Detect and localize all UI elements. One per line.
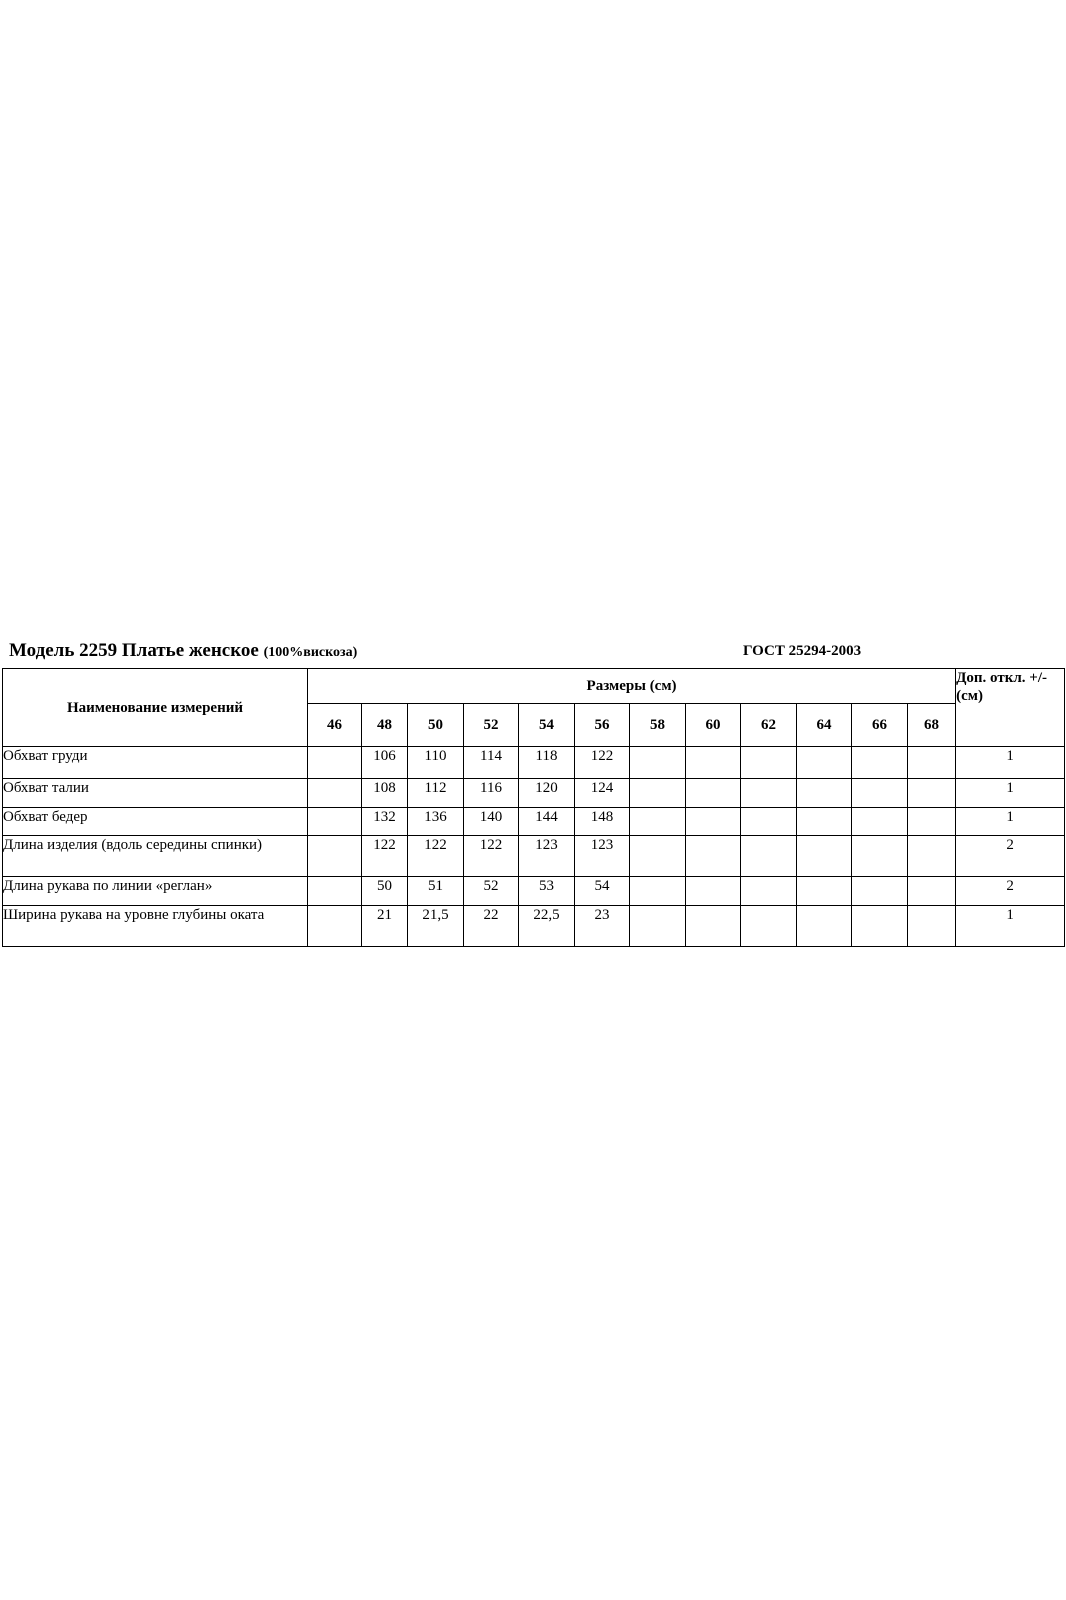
table-row (3, 808, 1065, 836)
table-row (3, 877, 1065, 906)
table-cell (686, 877, 741, 906)
table-cell: 23 (575, 906, 630, 947)
table-cell (308, 836, 362, 877)
tolerance-cell: 2 (956, 877, 1065, 906)
measurement-label: Ширина рукава на уровне глубины оката (3, 906, 308, 947)
table-cell (852, 836, 908, 877)
table-cell (630, 808, 686, 836)
table-cell: 132 (362, 808, 408, 836)
table-cell: 114 (464, 747, 519, 779)
table-cell: 122 (575, 747, 630, 779)
measurement-name-header: Наименование измерений (3, 669, 308, 747)
table-cell (852, 779, 908, 808)
table-cell: 54 (575, 877, 630, 906)
table-cell (741, 877, 797, 906)
table-cell (908, 877, 956, 906)
size-50: 50 (408, 704, 464, 747)
table-row (3, 836, 1065, 877)
tolerance-cell: 1 (956, 779, 1065, 808)
table-cell: 22,5 (519, 906, 575, 947)
size-48: 48 (362, 704, 408, 747)
table-cell (630, 906, 686, 947)
table-cell: 21,5 (408, 906, 464, 947)
size-66: 66 (852, 704, 908, 747)
table-cell: 22 (464, 906, 519, 947)
measurement-label: Обхват груди (3, 747, 308, 779)
table-cell: 112 (408, 779, 464, 808)
table-cell (308, 747, 362, 779)
size-46: 46 (308, 704, 362, 747)
gost-standard: ГОСТ 25294-2003 (743, 643, 862, 659)
table-cell (797, 747, 852, 779)
size-58: 58 (630, 704, 686, 747)
table-cell: 123 (575, 836, 630, 877)
table-cell (741, 747, 797, 779)
table-row (3, 779, 1065, 808)
table-cell (852, 906, 908, 947)
table-cell: 118 (519, 747, 575, 779)
table-cell (686, 836, 741, 877)
size-56: 56 (575, 704, 630, 747)
table-cell: 123 (519, 836, 575, 877)
table-row (3, 747, 1065, 779)
table-cell: 110 (408, 747, 464, 779)
table-cell (852, 877, 908, 906)
table-cell: 144 (519, 808, 575, 836)
table-cell: 122 (464, 836, 519, 877)
table-cell: 51 (408, 877, 464, 906)
table-cell (908, 808, 956, 836)
table-cell (741, 836, 797, 877)
table-cell (797, 877, 852, 906)
table-cell (686, 779, 741, 808)
model-title (9, 640, 357, 662)
size-54: 54 (519, 704, 575, 747)
size-chart-table (2, 668, 1065, 947)
measurement-label: Длина рукава по линии «реглан» (3, 877, 308, 906)
table-cell (741, 808, 797, 836)
tolerance-cell: 1 (956, 747, 1065, 779)
table-cell (797, 808, 852, 836)
table-cell (686, 906, 741, 947)
table-cell (852, 808, 908, 836)
table-cell (308, 877, 362, 906)
table-cell: 53 (519, 877, 575, 906)
material-note: (100%вискоза) (263, 645, 358, 660)
size-60: 60 (686, 704, 741, 747)
tolerance-cell: 1 (956, 808, 1065, 836)
table-cell: 124 (575, 779, 630, 808)
table-cell: 116 (464, 779, 519, 808)
measurement-label: Обхват бедер (3, 808, 308, 836)
model-name: Модель 2259 Платье женское (9, 640, 259, 661)
table-cell: 122 (362, 836, 408, 877)
table-cell: 148 (575, 808, 630, 836)
table-cell (308, 779, 362, 808)
table-cell (741, 779, 797, 808)
table-cell (630, 779, 686, 808)
size-62: 62 (741, 704, 797, 747)
table-cell (686, 808, 741, 836)
table-row (3, 906, 1065, 947)
tolerance-cell: 1 (956, 906, 1065, 947)
tolerance-header: Доп. откл. +/- (см) (956, 669, 1065, 747)
size-64: 64 (797, 704, 852, 747)
tolerance-cell: 2 (956, 836, 1065, 877)
table-cell (908, 779, 956, 808)
table-cell: 50 (362, 877, 408, 906)
measurement-label: Длина изделия (вдоль середины спинки) (3, 836, 308, 877)
table-cell (908, 836, 956, 877)
table-cell (630, 877, 686, 906)
table-cell (308, 906, 362, 947)
table-cell: 52 (464, 877, 519, 906)
table-cell (797, 836, 852, 877)
table-cell (630, 747, 686, 779)
table-cell (908, 906, 956, 947)
table-cell: 21 (362, 906, 408, 947)
table-cell (308, 808, 362, 836)
table-cell (797, 779, 852, 808)
table-cell: 120 (519, 779, 575, 808)
table-cell (741, 906, 797, 947)
size-52: 52 (464, 704, 519, 747)
table-cell: 108 (362, 779, 408, 808)
table-cell: 136 (408, 808, 464, 836)
table-cell (797, 906, 852, 947)
size-68: 68 (908, 704, 956, 747)
table-cell: 122 (408, 836, 464, 877)
table-cell (630, 836, 686, 877)
table-cell (908, 747, 956, 779)
table-cell: 106 (362, 747, 408, 779)
measurement-label: Обхват талии (3, 779, 308, 808)
document-header (9, 640, 1064, 666)
table-cell: 140 (464, 808, 519, 836)
sizes-header: Размеры (см) (308, 669, 956, 704)
table-cell (852, 747, 908, 779)
table-cell (686, 747, 741, 779)
